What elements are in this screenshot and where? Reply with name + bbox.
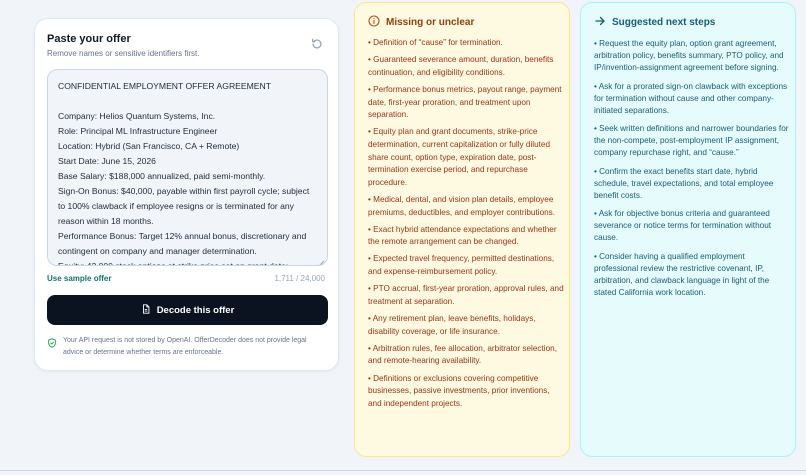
list-item: • Ask for a prorated sign-on clawback with exceptions for termination without cause and other company-initiated separations. [594,81,788,115]
list-item: • Medical, dental, and vision plan details, employee premiums, deductibles, and employer contributions. [368,194,556,217]
list-item: • Expected travel frequency, permitted destinations, and expense-reimbursement policy. [368,254,555,277]
missing-or-unclear-panel [354,2,570,457]
list-item: • PTO accrual, first-year proration, approval rules, and treatment at separation. [368,284,564,306]
arrow-right-icon [594,15,606,30]
list-item: • Seek written definitions and narrower boundaries for the non-compete, post-employment IP assignment, company repurchase right, and “cause.” [594,124,789,157]
list-item: • Performance bonus metrics, payout range, payment date, first-year proration, and treatment upon separation. [368,84,562,120]
list-item: • Definition of “cause” for termination. [368,38,503,47]
use-sample-offer-link[interactable]: Use sample offer [47,274,112,283]
list-item: • Consider having a qualified employment professional review the restrictive covenant, IP, arbitration, and clawback language in light of the stated California work location. [594,251,770,297]
offer-card-subtitle: Remove names or sensitive identifiers first. [47,49,200,58]
window-bottom-border [0,470,806,471]
offer-input-card [34,18,339,371]
next-steps-panel-header [594,15,715,30]
list-item: • Request the equity plan, option grant agreement, arbitration policy, benefits summary, PTO policy, and IP/invention-assignment agreement before signing. [594,39,784,72]
missing-panel-title: Missing or unclear [386,17,475,28]
suggested-next-steps-panel [580,2,796,457]
character-count: 1,711 / 24,000 [274,274,325,283]
list-item: • Equity plan and grant documents, strike-price determination, current capitalization or fully diluted share count, option type, expiration date, post-termination exercise period, and repurchase procedure. [368,127,551,187]
list-item: • Ask for objective bonus criteria and guaranteed severance or notice terms for termination without cause. [594,209,772,242]
decode-offer-button[interactable] [47,295,328,325]
list-item: • Confirm the exact benefits start date, hybrid schedule, travel expectations, and total employee benefit costs. [594,166,774,200]
offer-card-title: Paste your offer [47,33,131,45]
info-circle-icon [368,15,380,30]
list-item: • Any retirement plan, leave benefits, holidays, disability coverage, or life insurance. [368,314,536,336]
offer-textarea-wrapper [47,69,328,266]
privacy-note [47,335,328,359]
decode-offer-button-label: Decode this offer [156,304,235,316]
list-item: • Definitions or exclusions covering competitive businesses, passive investments, prior inventions, and independent projects. [368,373,550,408]
document-icon [141,304,151,317]
next-steps-panel-title: Suggested next steps [612,17,716,28]
list-item: • Exact hybrid attendance expectations and whether the remote arrangement can be changed. [368,224,557,247]
next-steps-list [594,38,790,305]
missing-items-list [368,37,564,415]
resize-handle-icon[interactable] [317,255,325,263]
shield-check-icon [47,335,57,359]
list-item: • Arbitration rules, fee allocation, arbitrator selection, and remote-hearing availability. [368,343,557,366]
missing-panel-header [368,15,474,30]
reset-icon[interactable] [310,37,324,51]
offer-text-input[interactable] [48,70,327,265]
list-item: • Guaranteed severance amount, duration, benefits continuation, and eligibility conditions. [368,55,554,77]
privacy-note-text: Your API request is not stored by OpenAI. OfferDecoder does not provide legal advice or determine whether terms are enforceable. [63,337,307,356]
